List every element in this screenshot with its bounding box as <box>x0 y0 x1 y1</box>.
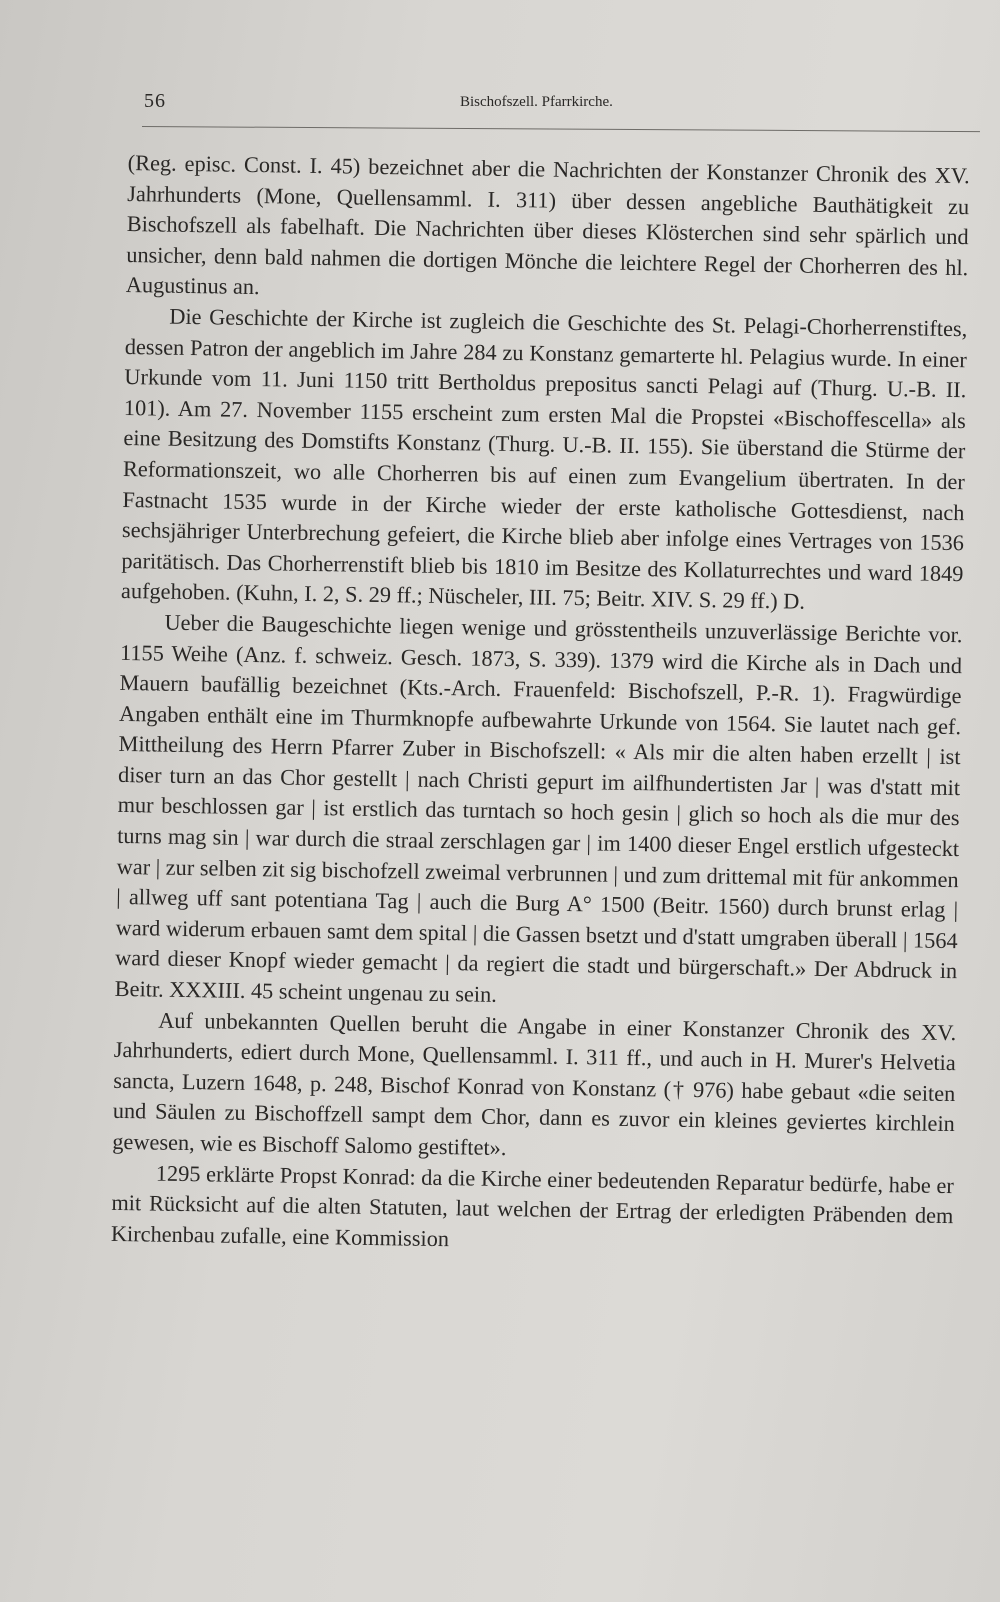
paragraph-5: 1295 erklärte Propst Konrad: da die Kirche einer bedeutenden Reparatur bedürfe, habe er mit Rücksicht auf die alten Statuten, laut welchen der Ertrag der erledigten Präbenden dem Kirchenbau zufalle, eine Kommission <box>110 1160 955 1251</box>
page-number: 56 <box>144 90 166 112</box>
running-head <box>142 90 982 120</box>
running-title: Bischofszell. Pfarrkirche. <box>460 94 613 110</box>
paragraph-4: Auf unbekannten Quellen beruht die Angabe in einer Konstanzer Chronik des XV. Jahrhunderts, ediert durch Mone, Quellensamml. I. 311 ff., und auch in H. Murer's Helvetia sancta, Luzern 1648, p. 248, Bischof Konrad von Konstanz († 976) habe gebaut «die seiten und Säulen zu Bischoffzell sampt dem Chor, dann es zuvor ein kleines geviertes kirchlein gewesen, wie es Bischoff Salomo gestiftet». <box>112 1007 957 1161</box>
body-text <box>111 148 970 1262</box>
header-rule <box>142 126 980 132</box>
paragraph-3: Ueber die Baugeschichte liegen wenige und grösstentheils unzuverlässige Berichte vor. 1155 Weihe (Anz. f. schweiz. Gesch. 1873, S. 339). 1379 wird die Kirche als in Dach und Mauern baufällig bezeichnet (Kts.-Arch. Frauenfeld: Bischofszell, P.-R. 1). Fragwürdige Angaben enthält eine im Thurmknopfe aufbewahrte Urkunde von 1564. Sie lautet nach gef. Mittheilung des Herrn Pfarrer Zuber in Bischofszell: « Als mir die alten haben erzellt | ist diser turn an das Chor gestellt | nach Christi gepurt im ailfhundertisten Jar | was d'statt mit mur beschlossen gar | ist erstlich das turntach so hoch gesin | glich so hoch als die mur des turns mag sin | war durch die straal zerschlagen gar | im 1400 dieser Engel erstlich ufgesteckt war | zur selben zit sig bischofzell zweimal verbrunnen | und zum drittemal mit für ankommen | allweg uff sant potentiana Tag | auch die Burg A° 1500 (Beitr. 1560) durch brunst erlag | ward widerum erbauen samt dem spital | die Gassen bsetzt und d'statt umgraben überall | 1564 ward dieser Knopf wieder gemacht | da regiert die stadt und bürgerschaft.» Der Abdruck in Beitr. XXXIII. 45 scheint ungenau zu sein. <box>114 609 963 1007</box>
paragraph-1: (Reg. episc. Const. I. 45) bezeichnet aber die Nachrichten der Konstanzer Chronik des XV. Jahrhunderts (Mone, Quellensamml. I. 311) über dessen angebliche Bauthätigkeit zu Bischofszell als fabelhaft. Die Nachrichten über dieses Klösterchen sind sehr spärlich und unsicher, denn bald nahmen die dortigen Mönche die leichtere Regel der Chorherren des hl. Augustinus an. <box>125 149 970 300</box>
paragraph-2: Die Geschichte der Kirche ist zugleich die Geschichte des St. Pelagi-Chorherrenstiftes, dessen Patron der angeblich im Jahre 284 zu Konstanz gemarterte hl. Pelagius wurde. In einer Urkunde vom 11. Juni 1150 tritt Bertholdus prepositus sancti Pelagi auf (Thurg. U.-B. II. 101). Am 27. November 1155 erscheint zum ersten Mal die Propstei «Bischoffescella» als eine Besitzung des Domstifts Konstanz (Thurg. U.-B. II. 155). Sie überstand die Stürme der Reformationszeit, wo alle Chorherren bis auf einen zum Evangelium übertraten. In der Fastnacht 1535 wurde in der Kirche wieder der erste katholische Gottesdienst, nach sechsjähriger Unterbrechung gefeiert, die Kirche blieb aber infolge eines Vertrages von 1536 paritätisch. Das Chorherrenstift blieb bis 1810 im Besitze des Kollaturrechtes und ward 1849 aufgehoben. (Kuhn, I. 2, S. 29 ff.; Nüscheler, III. 75; Beitr. XIV. S. 29 ff.) D. <box>120 303 968 615</box>
